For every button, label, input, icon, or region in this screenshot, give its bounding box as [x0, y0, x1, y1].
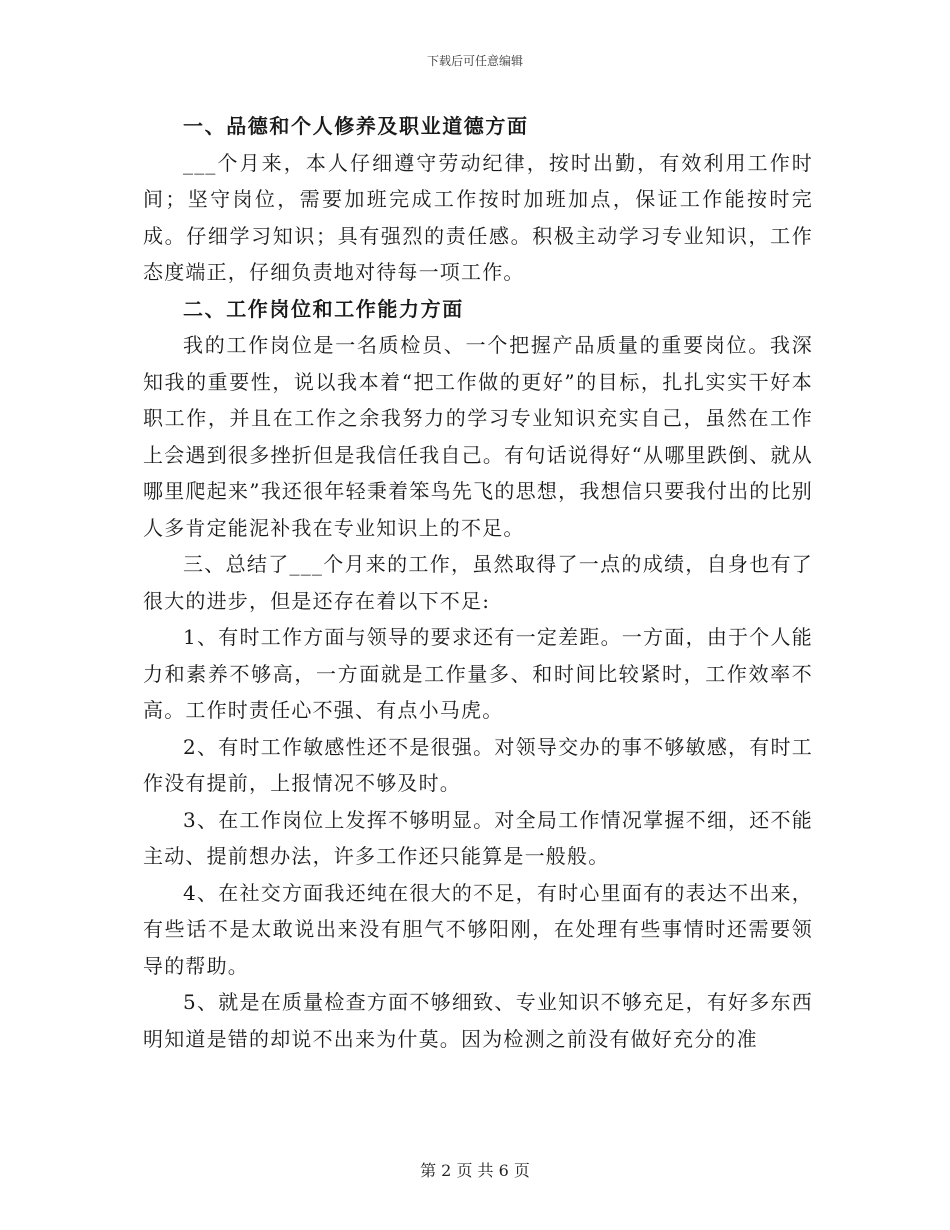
- document-body: [143, 108, 813, 1057]
- paragraph-3: 三、总结了___个月来的工作，虽然取得了一点的成绩，自身也有了很大的进步，但是还存在着以下不足:: [143, 552, 813, 613]
- page-header: 下载后可任意编辑: [426, 54, 523, 68]
- list-item-4: 4、在社交方面我还纯在很大的不足，有时心里面有的表达不出来，有些话不是太敢说出来没有胆气不够阳刚，在处理有些事情时还需要领导的帮助。: [143, 880, 813, 978]
- section-heading-1: 一、品德和个人修养及职业道德方面: [183, 114, 529, 138]
- list-item-5: 5、就是在质量检查方面不够细致、专业知识不够充足，有好多东西明知道是错的却说不出来为什莫。因为检测之前没有做好充分的准: [143, 990, 813, 1051]
- list-item-2: 2、有时工作敏感性还不是很强。对领导交办的事不够敏感，有时工作没有提前，上报情况不够及时。: [143, 734, 813, 795]
- paragraph-2: 我的工作岗位是一名质检员、一个把握产品质量的重要岗位。我深知我的重要性，说以我本着“把工作做的更好”的目标，扎扎实实干好本职工作，并且在工作之余我努力的学习专业知识充实自己，虽然在工作上会遇到很多挫折但是我信任我自己。有句话说得好“从哪里跌倒、就从哪里爬起来”我还很年轻秉着笨鸟先飞的思想，我想信只要我付出的比别人多肯定能泥补我在专业知识上的不足。: [143, 333, 813, 540]
- page-footer: 第 2 页 共 6 页: [420, 1161, 530, 1180]
- paragraph-1: ___个月来，本人仔细遵守劳动纪律，按时出勤，有效利用工作时间；坚守岗位，需要加班完成工作按时加班加点，保证工作能按时完成。仔细学习知识；具有强烈的责任感。积极主动学习专业知识，工作态度端正，仔细负责地对待每一项工作。: [143, 150, 813, 284]
- list-item-1: 1、有时工作方面与领导的要求还有一定差距。一方面，由于个人能力和素养不够高，一方面就是工作量多、和时间比较紧时，工作效率不高。工作时责任心不强、有点小马虎。: [143, 625, 813, 722]
- section-heading-2: 二、工作岗位和工作能力方面: [183, 296, 464, 321]
- list-item-3: 3、在工作岗位上发挥不够明显。对全局工作情况掌握不细，还不能主动、提前想办法，许多工作还只能算是一般般。: [143, 807, 813, 868]
